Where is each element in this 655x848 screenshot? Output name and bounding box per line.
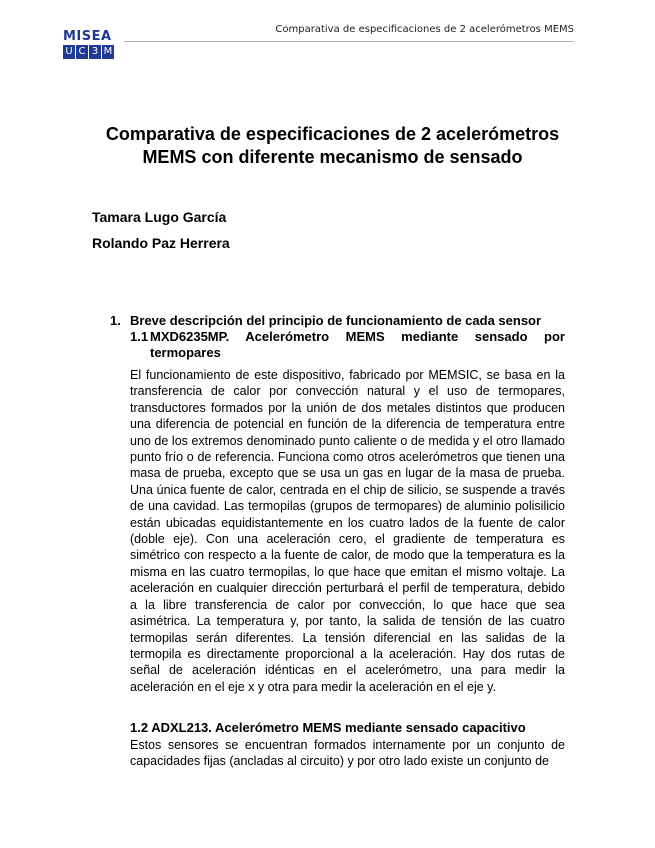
running-header: Comparativa de especificaciones de 2 acelerómetros MEMS xyxy=(275,24,574,35)
author-1: Tamara Lugo García xyxy=(92,209,227,225)
logo-letter: M xyxy=(103,46,113,57)
title-line-1: Comparativa de especificaciones de 2 acelerómetros xyxy=(105,124,560,144)
section-number: 1. xyxy=(110,313,121,328)
subsection-number: 1.1 xyxy=(130,329,149,344)
section-title: Breve descripción del principio de funcionamiento de cada sensor xyxy=(130,313,542,328)
author-2: Rolando Paz Herrera xyxy=(92,235,230,251)
logo-letter-boxes xyxy=(63,45,117,59)
header-rule xyxy=(124,41,574,42)
paragraph-1-2: Estos sensores se encuentran formados internamente por un conjunto de capacidades fijas (ancladas al circuito) y por otro lado existe un conjunto de xyxy=(130,738,565,769)
subsection-title-line-2: termopares xyxy=(150,345,221,360)
paper-title xyxy=(90,123,575,169)
subsection-heading-1-2: 1.2 ADXL213. Acelerómetro MEMS mediante sensado capacitivo xyxy=(130,720,526,735)
logo-letter: 3 xyxy=(89,45,101,59)
subsection-title-line-1: MXD6235MP. Acelerómetro MEMS mediante sensado por xyxy=(150,329,565,344)
logo-word: MISEA xyxy=(63,29,112,44)
subsection-heading-1-1 xyxy=(130,329,565,361)
paragraph-1-1: El funcionamiento de este dispositivo, fabricado por MEMSIC, se basa en la transferencia de calor por convección natural y el uso de termopares, transductores formados por la unión de dos metales distintos que producen una diferencia de potencial en función de la diferencia de temperatura entre uno de los extremos denominado punto caliente o de medida y el otro llamado punto frío o de referencia. Funciona como otros acelerómetros que tienen una masa de prueba, excepto que se usa un gas en lugar de la masa de prueba. Una única fuente de calor, centrada en el chip de silicio, se suspende a través de una cavidad. Las termopilas (grupos de termopares) de aluminio polisilicio están ubicadas equidistantemente en los cuatro lados de la fuente de calor (doble eje). Con una aceleración cero, el gradiente de temperatura es simétrico con respecto a la fuente de calor, de modo que la temperatura es la misma en las cuatro termopilas, lo que hace que emitan el mismo voltaje. La aceleración en cualquier dirección perturbará el perfil de temperatura, debido a la libre transferencia de calor por convección, lo que hace que sea asimétrica. La temperatura y, por tanto, la salida de tensión de las cuatro termopilas serán diferentes. La tensión diferencial en las salidas de la termopila es directamente proporcional a la aceleración. Hay dos rutas de señal de aceleración idénticas en el acelerómetro, una para medir la aceleración en el eje x y otra para medir la aceleración en el eje y. xyxy=(130,368,565,694)
logo-letter: C xyxy=(76,45,88,59)
title-line-2: MEMS con diferente mecanismo de sensado xyxy=(142,147,523,167)
logo-letter: U xyxy=(63,45,75,59)
misea-uc3m-logo xyxy=(63,29,117,59)
section-heading-1 xyxy=(110,313,580,329)
